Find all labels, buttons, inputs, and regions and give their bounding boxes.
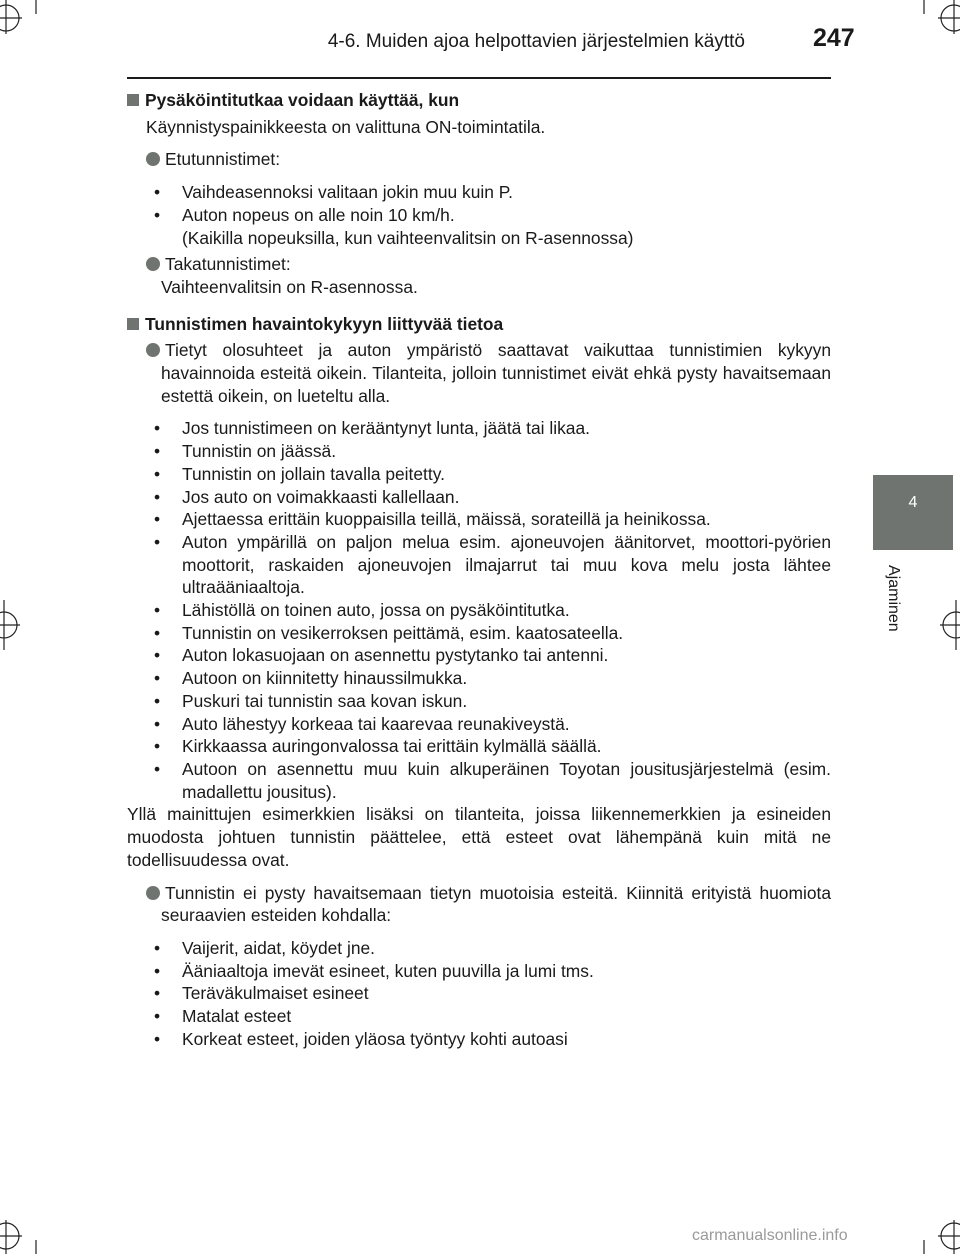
bullet-dot-icon: •: [154, 531, 161, 552]
bullet-dot-icon: •: [154, 668, 161, 689]
bullet-dot-icon: •: [154, 1006, 161, 1027]
watermark: carmanualsonline.info: [692, 1227, 848, 1244]
list-item: • Autoon on asennettu muu kuin alkuperäinen Toyotan jousitusjärjestelmä (esim. madallettu jousitus).: [154, 758, 831, 802]
list-item: • Auton nopeus on alle noin 10 km/h. (Kaikilla nopeuksilla, kun vaihteenvalitsin on R-asennossa): [154, 204, 634, 248]
square-bullet-icon: [127, 94, 139, 106]
list-item: • Auton ympärillä on paljon melua esim. ajoneuvojen äänitorvet, moottori-pyörien moottorit, raskaiden ajoneuvojen ilmajarrut tai muu kova melu josta lähtee ultraääniaaltoja.: [154, 531, 831, 598]
list-item: • Korkeat esteet, joiden yläosa työntyy kohti autoasi: [154, 1028, 568, 1049]
list-item: • Lähistöllä on toinen auto, jossa on pysäköintitutka.: [154, 600, 570, 621]
crop-mark-bottom-right: [920, 1204, 960, 1254]
bullet-dot-icon: •: [154, 509, 161, 530]
detection-conditions-list: [154, 417, 831, 803]
page-number: 247: [813, 24, 855, 52]
bullet-dot-icon: •: [154, 1028, 161, 1049]
list-item: • Teräväkulmaiset esineet: [154, 983, 369, 1004]
square-bullet-icon: [127, 318, 139, 330]
section-heading: Pysäköintitutkaa voidaan käyttää, kun: [127, 89, 831, 112]
bullet-dot-icon: •: [154, 204, 161, 225]
bullet-dot-icon: •: [154, 463, 161, 484]
list-item: • Ajettaessa erittäin kuoppaisilla teillä, mäissä, sorateillä ja heinikossa.: [154, 509, 711, 530]
list-item: • Tunnistin on jäässä.: [154, 441, 337, 462]
list-item: • Tunnistin on vesikerroksen peittämä, esim. kaatosateella.: [154, 622, 624, 643]
list-item: • Autoon on kiinnitetty hinaussilmukka.: [154, 668, 468, 689]
bullet-dot-icon: •: [154, 758, 161, 779]
list-item: • Kirkkaassa auringonvalossa tai erittäin kylmällä säällä.: [154, 736, 602, 757]
bullet-dot-icon: •: [154, 983, 161, 1004]
section-heading: Tunnistimen havaintokykyyn liittyvää tietoa: [127, 313, 831, 336]
list-item: • Auton lokasuojaan on asennettu pystytanko tai antenni.: [154, 645, 609, 666]
circle-bullet-icon: [146, 152, 160, 166]
bullet-dot-icon: •: [154, 486, 161, 507]
list-item: • Tunnistin on jollain tavalla peitetty.: [154, 463, 445, 484]
bullet-dot-icon: •: [154, 645, 161, 666]
chapter-tab-number: 4: [908, 494, 918, 511]
bullet-dot-icon: •: [154, 622, 161, 643]
crop-mark-top-right: [920, 0, 960, 40]
crop-mark-bottom-left: [0, 1204, 40, 1254]
detection-conditions-text: Tietyt olosuhteet ja auton ympäristö saattavat vaikuttaa tunnistimien kykyyn havainnoida esteitä oikein. Tilanteita, jolloin tunnistimet eivät ehkä pysty havaitsemaan estettä oikein, on lueteltu alla.: [146, 339, 831, 407]
undetectable-shapes-list: [154, 937, 831, 1051]
list-item: • Matalat esteet: [154, 1006, 292, 1027]
page-content: [127, 89, 831, 1050]
bullet-dot-icon: •: [154, 600, 161, 621]
chapter-tab-label: Ajaminen: [885, 565, 902, 632]
list-item: • Jos auto on voimakkaasti kallellaan.: [154, 486, 460, 507]
circle-bullet-icon: [146, 886, 160, 900]
list-item: • Puskuri tai tunnistin saa kovan iskun.: [154, 690, 468, 711]
crop-mark-middle-left: [0, 600, 24, 650]
crop-mark-middle-right: [936, 600, 960, 650]
rear-sensors-title: Takatunnistimet: Vaihteenvalitsin on R-asennossa.: [146, 253, 831, 298]
front-sensors-list: [154, 181, 831, 249]
list-item: • Vaijerit, aidat, köydet jne.: [154, 937, 376, 958]
false-detection-note: Yllä mainittujen esimerkkien lisäksi on tilanteita, joissa liikennemerkkien ja esineiden muodosta johtuen tunnistin päättelee, että esteet ovat lähempänä kuin mitä ne todellisuudessa ovat.: [127, 804, 831, 870]
circle-bullet-icon: [146, 257, 160, 271]
header-rule: [127, 77, 831, 79]
list-item: • Ääniaaltoja imevät esineet, kuten puuvilla ja lumi tms.: [154, 960, 594, 981]
bullet-dot-icon: •: [154, 441, 161, 462]
bullet-dot-icon: •: [154, 713, 161, 734]
section-title: 4-6. Muiden ajoa helpottavien järjestelmien käyttö: [327, 31, 745, 52]
bullet-dot-icon: •: [154, 690, 161, 711]
undetectable-shapes-text: Tunnistin ei pysty havaitsemaan tietyn muotoisia esteitä. Kiinnitä erityistä huomiota seuraavien esteiden kohdalla:: [146, 882, 831, 927]
section-detection-info: [127, 313, 831, 1051]
bullet-dot-icon: •: [154, 736, 161, 757]
section-availability: [127, 89, 831, 299]
bullet-dot-icon: •: [154, 418, 161, 439]
list-item: • Jos tunnistimeen on kerääntynyt lunta, jäätä tai likaa.: [154, 418, 590, 439]
list-item: • Auto lähestyy korkeaa tai kaarevaa reunakiveystä.: [154, 713, 570, 734]
list-item: • Vaihdeasennoksi valitaan jokin muu kuin P.: [154, 182, 513, 203]
bullet-dot-icon: •: [154, 182, 161, 203]
bullet-dot-icon: •: [154, 960, 161, 981]
front-sensors-title: Etutunnistimet:: [146, 148, 831, 171]
paragraph: Käynnistyspainikkeesta on valittuna ON-toimintatila.: [146, 116, 546, 137]
circle-bullet-icon: [146, 343, 160, 357]
bullet-dot-icon: •: [154, 937, 161, 958]
